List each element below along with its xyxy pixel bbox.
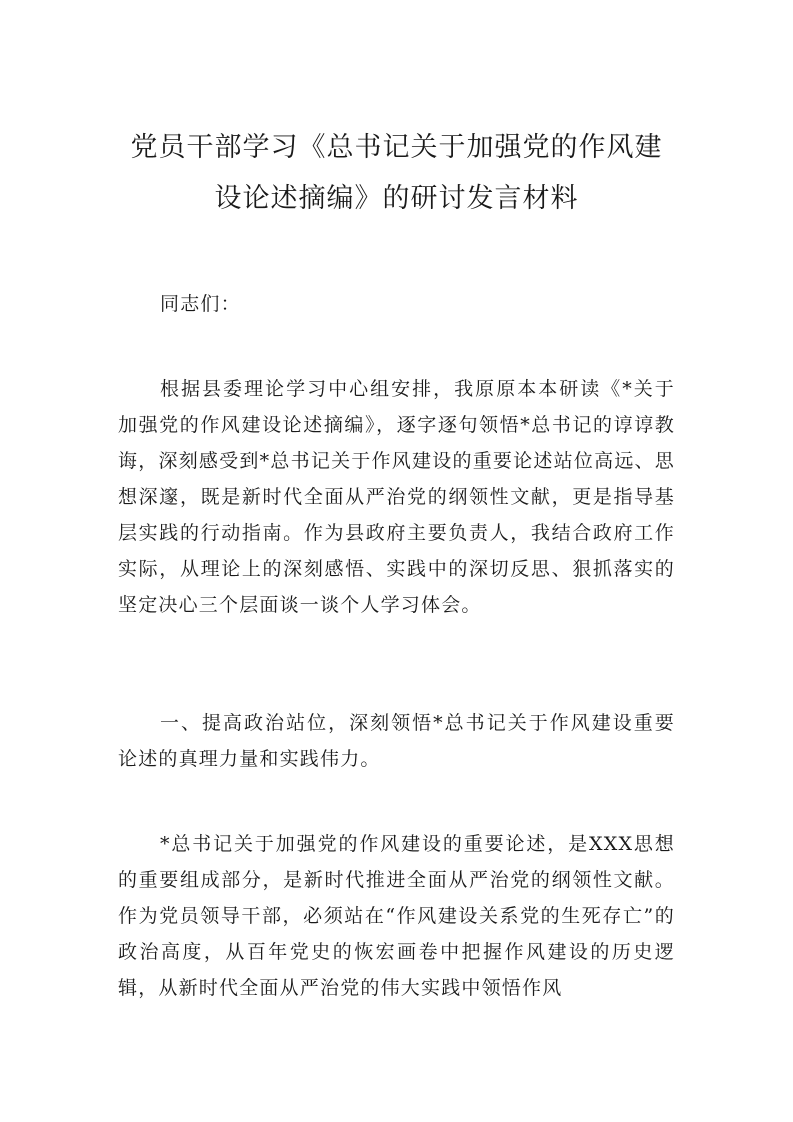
paragraph-intro: 根据县委理论学习中心组安排，我原原本本研读《*关于加强党的作风建设论述摘编》，逐字逐句领悟*总书记的谆谆教诲，深刻感受到*总书记关于作风建设的重要论述站位高远、思想深邃，既是新时代全面从严治党的纲领性文献，更是指导基层实践的行动指南。作为县政府主要负责人，我结合政府工作实际，从理论上的深刻感悟、实践中的深切反思、狠抓落实的坚定决心三个层面谈一谈个人学习体会。 xyxy=(118,378,675,616)
greeting: 同志们： xyxy=(160,293,241,315)
title-line-1: 党员干部学习《总书记关于加强党的作风建 xyxy=(130,132,663,163)
title-line-2: 设论述摘编》的研讨发言材料 xyxy=(214,183,579,214)
section-heading-1: 一、提高政治站位，深刻领悟*总书记关于作风建设重要论述的真理力量和实践伟力。 xyxy=(118,712,675,770)
document-title xyxy=(100,122,693,224)
paragraph-section-1: *总书记关于加强党的作风建设的重要论述，是XXX思想的重要组成部分，是新时代推进全面从严治党的纲领性文献。作为党员领导干部，必须站在“作风建设关系党的生死存亡”的政治高度，从百年党史的恢宏画卷中把握作风建设的历史逻辑，从新时代全面从严治党的伟大实践中领悟作风 xyxy=(118,833,675,999)
